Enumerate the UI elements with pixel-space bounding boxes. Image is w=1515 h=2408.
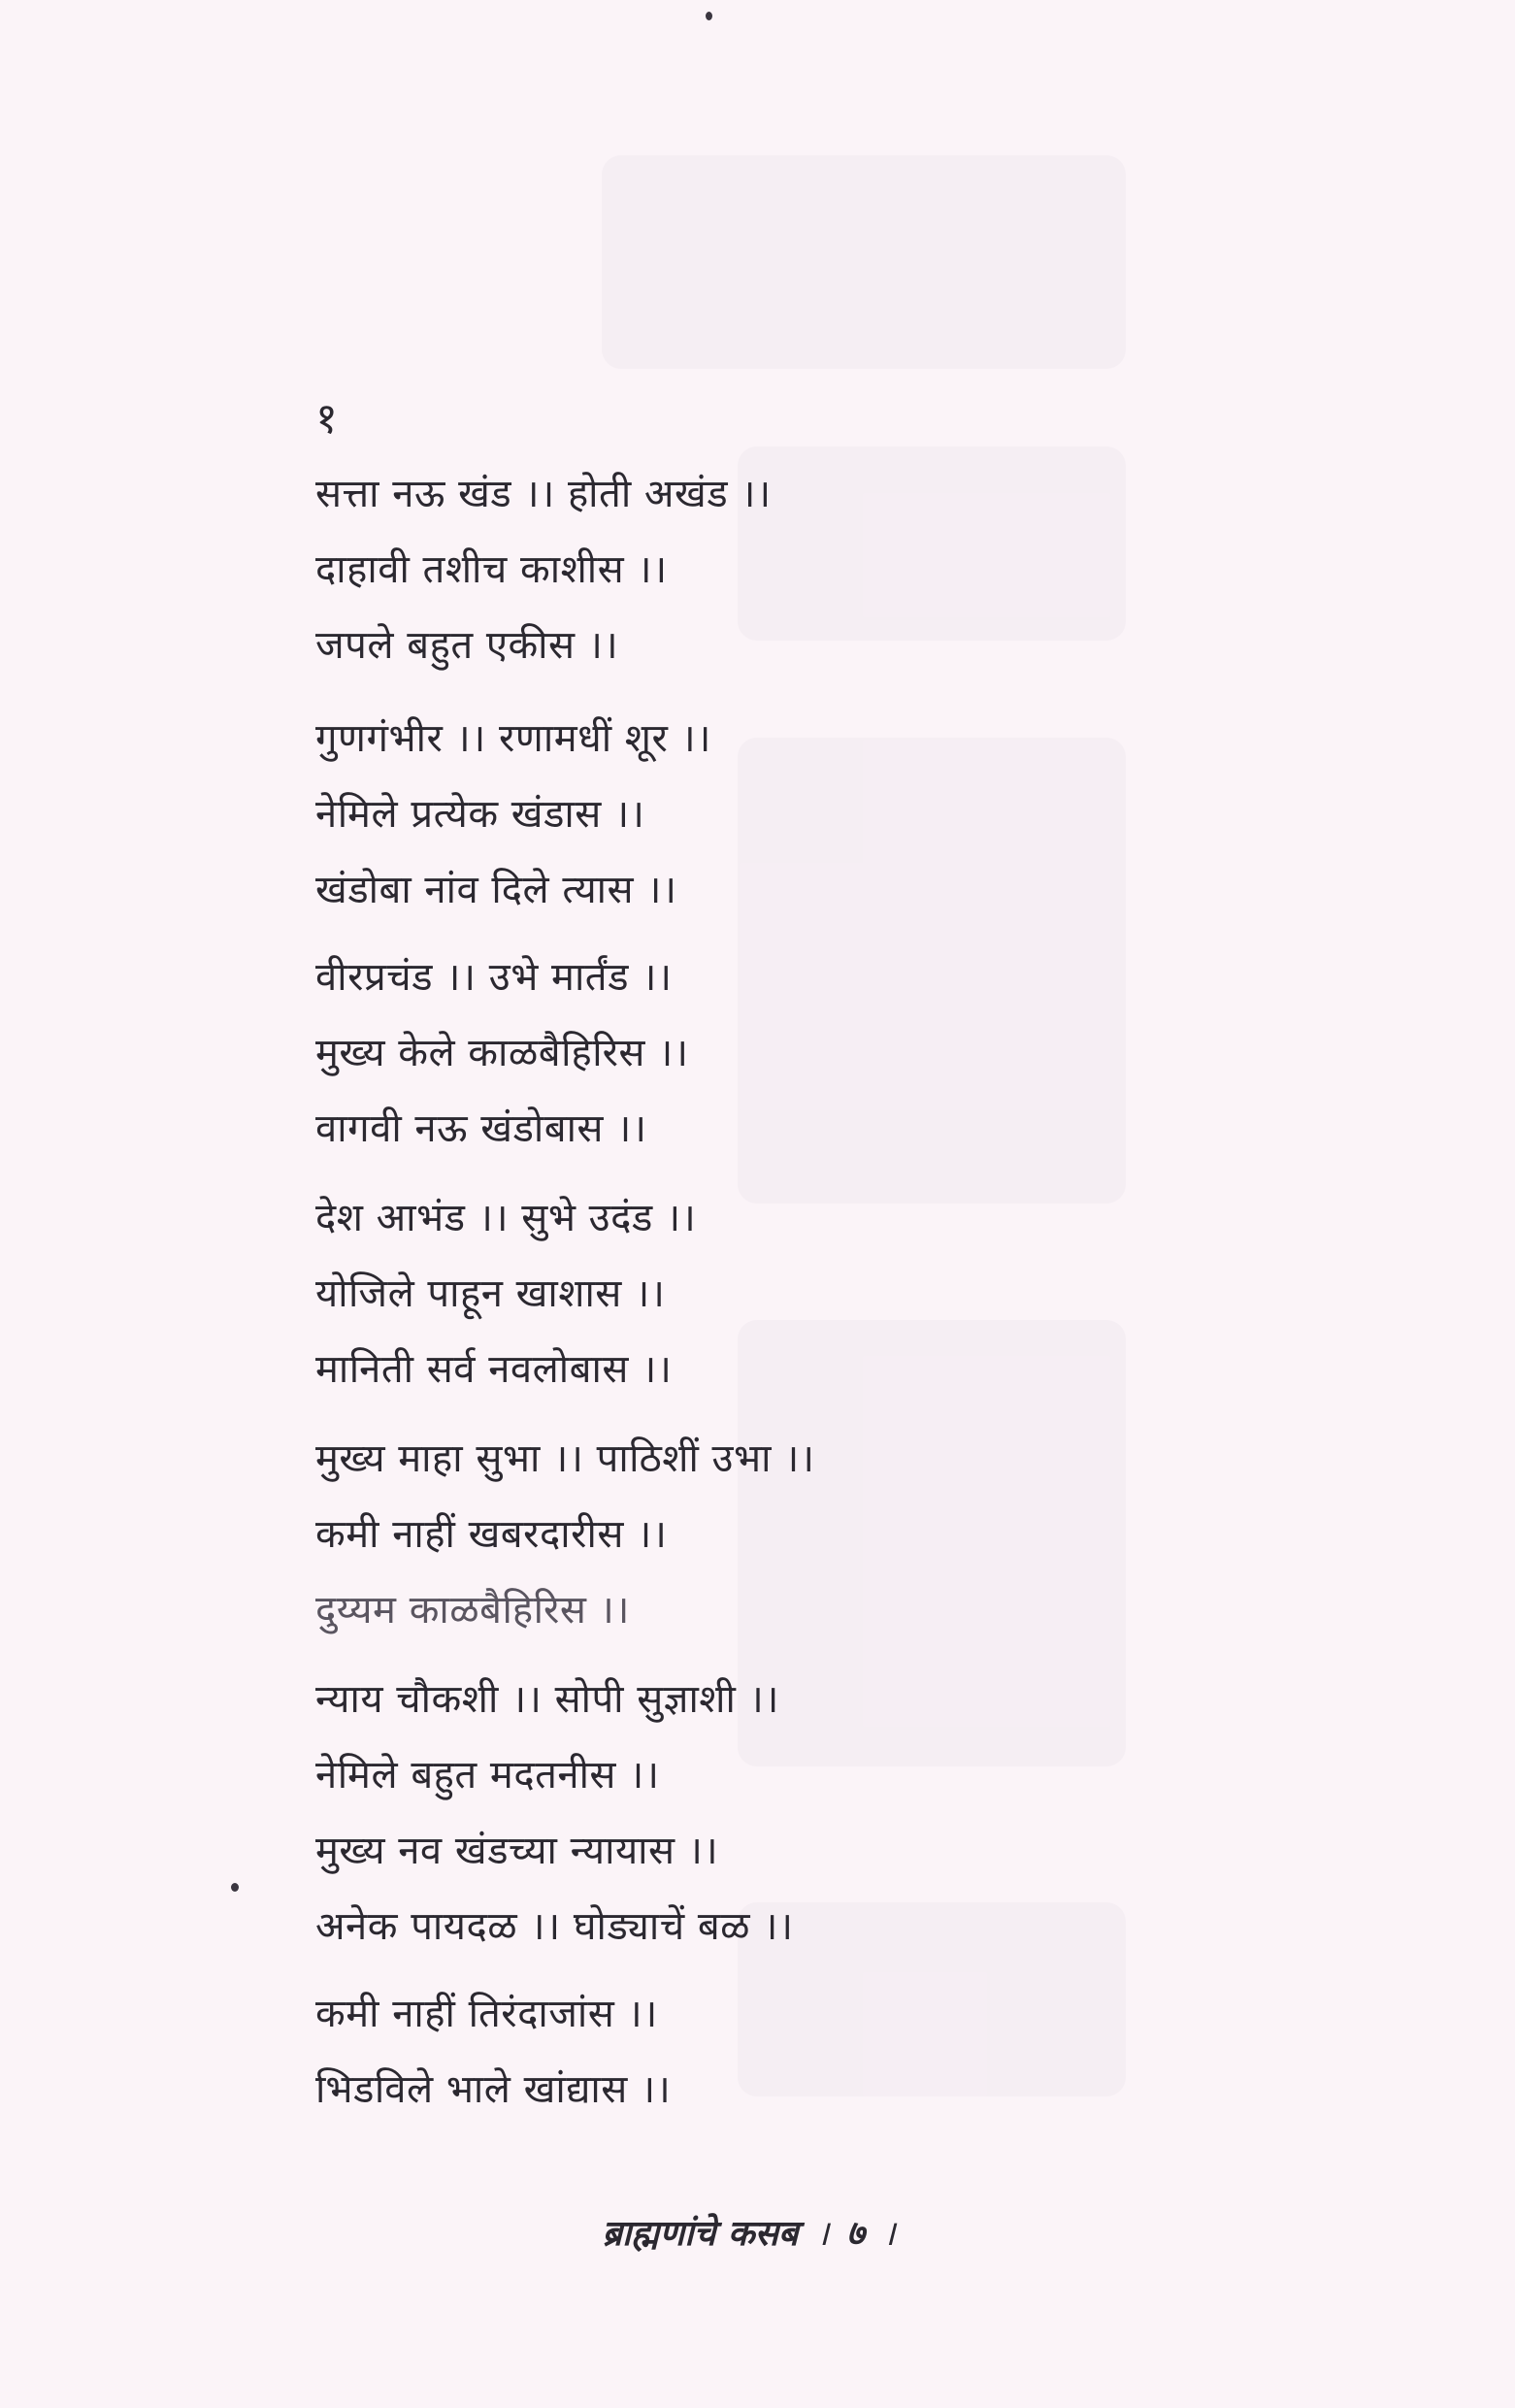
verse-line: नेमिले प्रत्येक खंडास ।। [315,792,645,837]
book-title: ब्राह्मणांचे कसब [602,2214,799,2254]
verse-line: मानिती सर्व नवलोबास ।। [315,1347,673,1392]
bleed-through-area [738,446,1126,641]
verse-line: दाहावी तशीच काशीस ।। [315,547,668,592]
stanza-7 [315,1976,671,2128]
verse-line: मुख्य नव खंडच्या न्यायास ।। [315,1829,719,1873]
bleed-through-area [602,155,1126,369]
ink-speck [231,1883,239,1892]
stanza-number: १ [315,394,338,444]
verse-line: सत्ता नऊ खंड ।। होती अखंड ।। [315,472,772,516]
bleed-through-area [738,738,1126,1204]
verse-line: गुणगंभीर ।। रणामधीं शूर ।। [315,716,711,761]
verse-line: कमी नाहीं तिरंदाजांस ।। [315,1992,658,2036]
stanza-2 [315,701,711,928]
bleed-through-area [738,1902,1126,2096]
stanza-4 [315,1180,696,1407]
verse-line: कमी नाहीं खबरदारीस ।। [315,1512,668,1557]
verse-line: मुख्य माहा सुभा ।। पाठिशीं उभा ।। [315,1436,815,1481]
ink-speck [706,12,712,20]
verse-line: अनेक पायदळ ।। घोड्याचें बळ ।। [315,1904,794,1949]
verse-line: न्याय चौकशी ।। सोपी सुज्ञाशी ।। [315,1677,779,1722]
verse-line: मुख्य केले काळबैहिरिस ।। [315,1031,689,1075]
footer-separator: । [815,2214,830,2254]
verse-line: जपले बहुत एकीस ।। [315,623,619,668]
stanza-5 [315,1421,815,1648]
verse-line: देश आभंड ।। सुभे उदंड ।। [315,1196,697,1240]
stanza-6 [315,1662,794,1964]
page-footer [0,2208,1515,2256]
stanza-3 [315,940,689,1167]
verse-line: वीरप्रचंड ।। उभे मार्तंड ।। [315,955,673,1000]
page-number: ७ [846,2214,865,2254]
verse-line: वागवी नऊ खंडोबास ।। [315,1106,647,1151]
verse-line: दुय्यम काळबैहिरिस ।। [315,1588,630,1633]
verse-line: खंडोबा नांव दिले त्यास ।। [315,868,677,912]
verse-line: योजिले पाहून खाशास ।। [315,1271,666,1316]
verse-line: नेमिले बहुत मदतनीस ।। [315,1753,660,1798]
stanza-1 [315,456,772,683]
verse-line: भिडविले भाले खांद्यास ।। [315,2067,672,2112]
footer-separator: । [881,2214,896,2254]
